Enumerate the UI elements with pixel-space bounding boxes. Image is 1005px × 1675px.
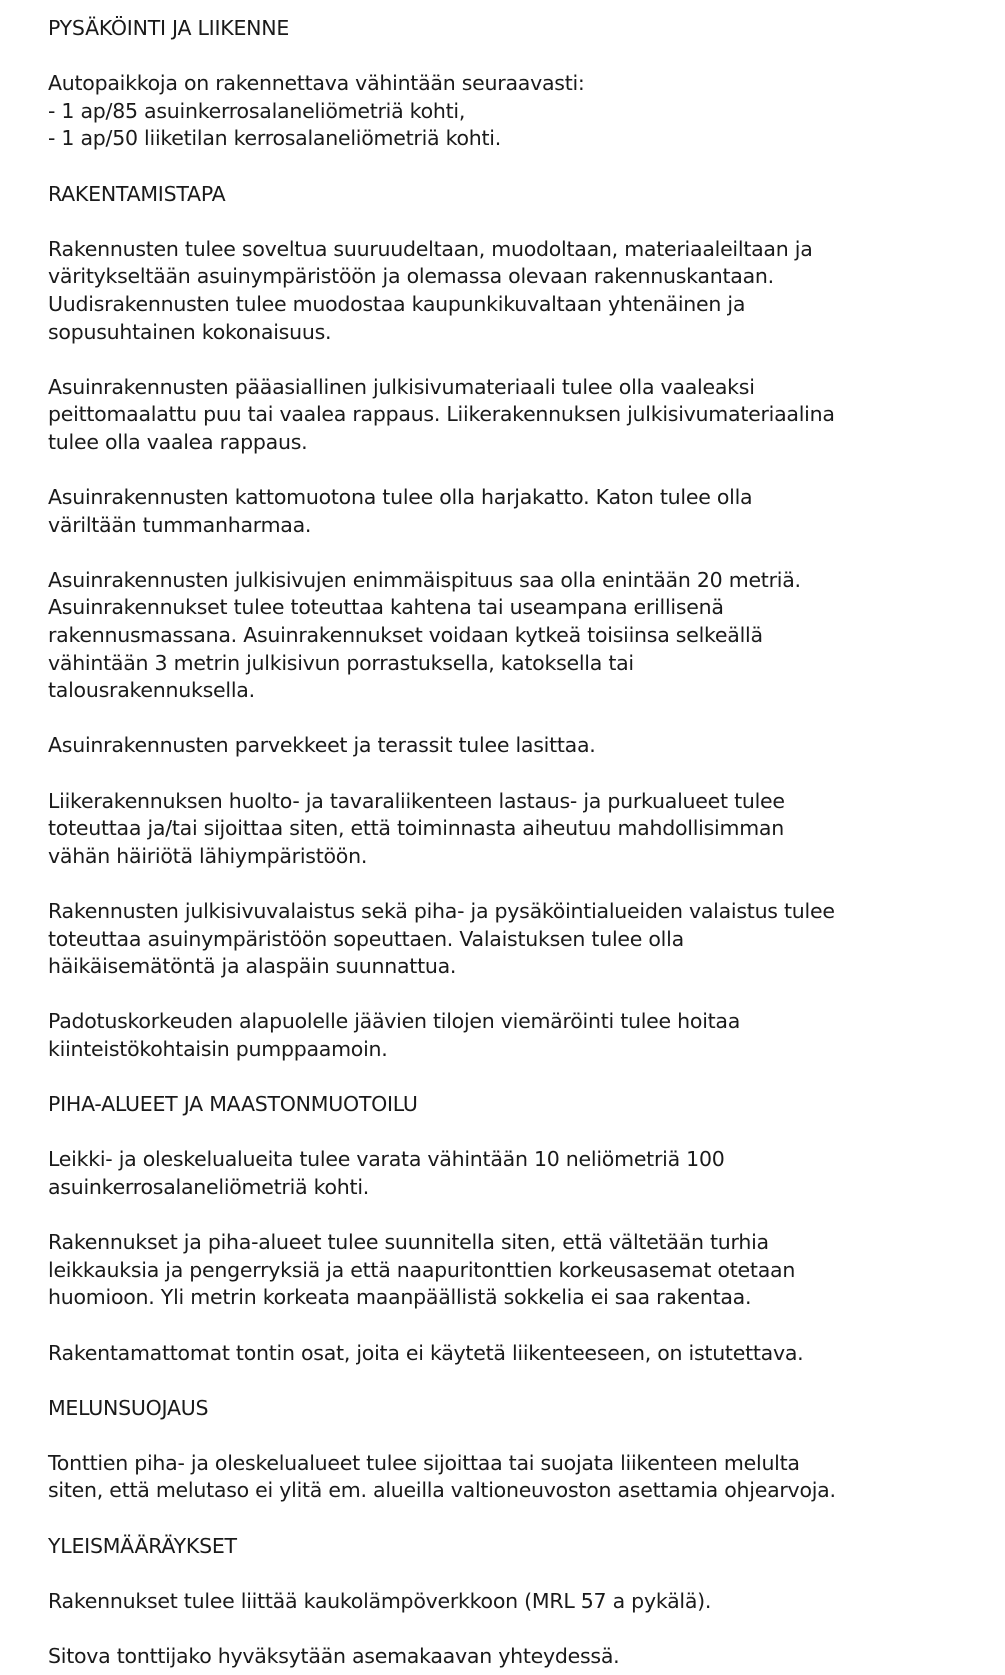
text-line: Leikki- ja oleskelualueita tulee varata vähintään 10 neliömetriä 100 bbox=[48, 1147, 725, 1172]
section-heading: YLEISMÄÄRÄYKSET bbox=[48, 1533, 237, 1558]
document-body bbox=[48, 15, 998, 1671]
paragraph bbox=[48, 567, 998, 705]
text-line: väriltään tummanharmaa. bbox=[48, 512, 312, 537]
paragraph bbox=[48, 732, 998, 760]
text-line: Liikerakennuksen huolto- ja tavaraliikenteen lastaus- ja purkualueet tulee bbox=[48, 788, 785, 813]
text-line: Autopaikkoja on rakennettava vähintään seuraavasti: bbox=[48, 71, 585, 96]
paragraph bbox=[48, 1229, 998, 1312]
paragraph-spacer bbox=[48, 208, 998, 236]
paragraph bbox=[48, 1008, 998, 1063]
paragraph bbox=[48, 374, 998, 457]
paragraph-spacer bbox=[48, 1422, 998, 1450]
text-line: Rakennusten julkisivuvalaistus sekä piha- ja pysäköintialueiden valaistus tulee bbox=[48, 899, 835, 923]
text-line: - 1 ap/85 asuinkerrosalaneliömetriä kohti, bbox=[48, 98, 466, 123]
paragraph-spacer bbox=[48, 705, 998, 733]
paragraph bbox=[48, 1450, 998, 1505]
section-heading: MELUNSUOJAUS bbox=[48, 1395, 209, 1420]
paragraph bbox=[48, 1340, 998, 1368]
text-line: häikäisemätöntä ja alaspäin suunnattua. bbox=[48, 954, 457, 979]
text-line: - 1 ap/50 liiketilan kerrosalaneliömetriä kohti. bbox=[48, 126, 502, 151]
text-line: huomioon. Yli metrin korkeata maanpäällistä sokkelia ei saa rakentaa. bbox=[48, 1285, 752, 1310]
text-line: leikkauksia ja pengerryksiä ja että naapuritonttien korkeusasemat otetaan bbox=[48, 1257, 796, 1282]
section-spacer bbox=[48, 1367, 998, 1395]
paragraph bbox=[48, 1146, 998, 1201]
paragraph bbox=[48, 70, 998, 153]
section-heading: PIHA-ALUEET JA MAASTONMUOTOILU bbox=[48, 1092, 418, 1117]
section-spacer bbox=[48, 1505, 998, 1533]
text-line: tulee olla vaalea rappaus. bbox=[48, 429, 308, 454]
text-line: Tonttien piha- ja oleskelualueet tulee sijoittaa tai suojata liikenteen melulta bbox=[48, 1450, 800, 1475]
text-line: Asuinrakennusten pääasiallinen julkisivumateriaali tulee olla vaaleaksi bbox=[48, 374, 755, 399]
text-line: Asuinrakennukset tulee toteuttaa kahtena tai useampana erillisenä bbox=[48, 595, 724, 620]
paragraph-spacer bbox=[48, 43, 998, 71]
text-line: Rakentamattomat tontin osat, joita ei käytetä liikenteeseen, on istutettava. bbox=[48, 1340, 804, 1365]
paragraph-spacer bbox=[48, 1615, 998, 1643]
paragraph-spacer bbox=[48, 1202, 998, 1230]
section-spacer bbox=[48, 153, 998, 181]
text-line: rakennusmassana. Asuinrakennukset voidaan kytkeä toisiinsa selkeällä bbox=[48, 623, 763, 648]
text-line: Padotuskorkeuden alapuolelle jäävien tilojen viemäröinti tulee hoitaa bbox=[48, 1009, 741, 1034]
paragraph-spacer bbox=[48, 981, 998, 1009]
section-spacer bbox=[48, 1064, 998, 1092]
text-line: peittomaalattu puu tai vaalea rappaus. Liikerakennuksen julkisivumateriaalina bbox=[48, 402, 835, 427]
text-line: talousrakennuksella. bbox=[48, 678, 255, 703]
paragraph bbox=[48, 484, 998, 539]
text-line: asuinkerrosalaneliömetriä kohti. bbox=[48, 1174, 370, 1199]
text-line: toteuttaa ja/tai sijoittaa siten, että toiminnasta aiheutuu mahdollisimman bbox=[48, 816, 784, 841]
paragraph bbox=[48, 236, 998, 346]
text-line: kiinteistökohtaisin pumppaamoin. bbox=[48, 1036, 388, 1061]
text-line: Asuinrakennusten kattomuotona tulee olla harjakatto. Katon tulee olla bbox=[48, 485, 753, 510]
text-line: Sitova tonttijako hyväksytään asemakaavan yhteydessä. bbox=[48, 1644, 620, 1669]
paragraph bbox=[48, 1643, 998, 1671]
text-line: Rakennusten tulee soveltua suuruudeltaan, muodoltaan, materiaaleiltaan ja bbox=[48, 236, 813, 261]
paragraph-spacer bbox=[48, 346, 998, 374]
paragraph-spacer bbox=[48, 457, 998, 485]
section-heading: RAKENTAMISTAPA bbox=[48, 181, 226, 206]
paragraph-spacer bbox=[48, 1312, 998, 1340]
text-line: Rakennukset ja piha-alueet tulee suunnitella siten, että vältetään turhia bbox=[48, 1230, 769, 1255]
paragraph-spacer bbox=[48, 870, 998, 898]
paragraph-spacer bbox=[48, 1119, 998, 1147]
text-line: siten, että melutaso ei ylitä em. alueilla valtioneuvoston asettamia ohjearvoja. bbox=[48, 1478, 836, 1503]
text-line: toteuttaa asuinympäristöön sopeuttaen. Valaistuksen tulee olla bbox=[48, 926, 684, 951]
paragraph bbox=[48, 788, 998, 871]
paragraph-spacer bbox=[48, 1560, 998, 1588]
text-line: Uudisrakennusten tulee muodostaa kaupunkikuvaltaan yhtenäinen ja bbox=[48, 291, 746, 316]
text-line: väritykseltään asuinympäristöön ja olemassa olevaan rakennuskantaan. bbox=[48, 264, 774, 289]
paragraph-spacer bbox=[48, 760, 998, 788]
text-line: Asuinrakennusten parvekkeet ja terassit tulee lasittaa. bbox=[48, 733, 596, 758]
text-line: vähintään 3 metrin julkisivun porrastuksella, katoksella tai bbox=[48, 650, 634, 675]
text-line: Asuinrakennusten julkisivujen enimmäispituus saa olla enintään 20 metriä. bbox=[48, 567, 801, 592]
paragraph bbox=[48, 1588, 998, 1616]
text-line: Rakennukset tulee liittää kaukolämpöverkkoon (MRL 57 a pykälä). bbox=[48, 1588, 712, 1613]
section-heading: PYSÄKÖINTI JA LIIKENNE bbox=[48, 16, 290, 40]
text-line: sopusuhtainen kokonaisuus. bbox=[48, 319, 332, 344]
paragraph-spacer bbox=[48, 539, 998, 567]
paragraph bbox=[48, 898, 998, 981]
text-line: vähän häiriötä lähiympäristöön. bbox=[48, 843, 368, 868]
